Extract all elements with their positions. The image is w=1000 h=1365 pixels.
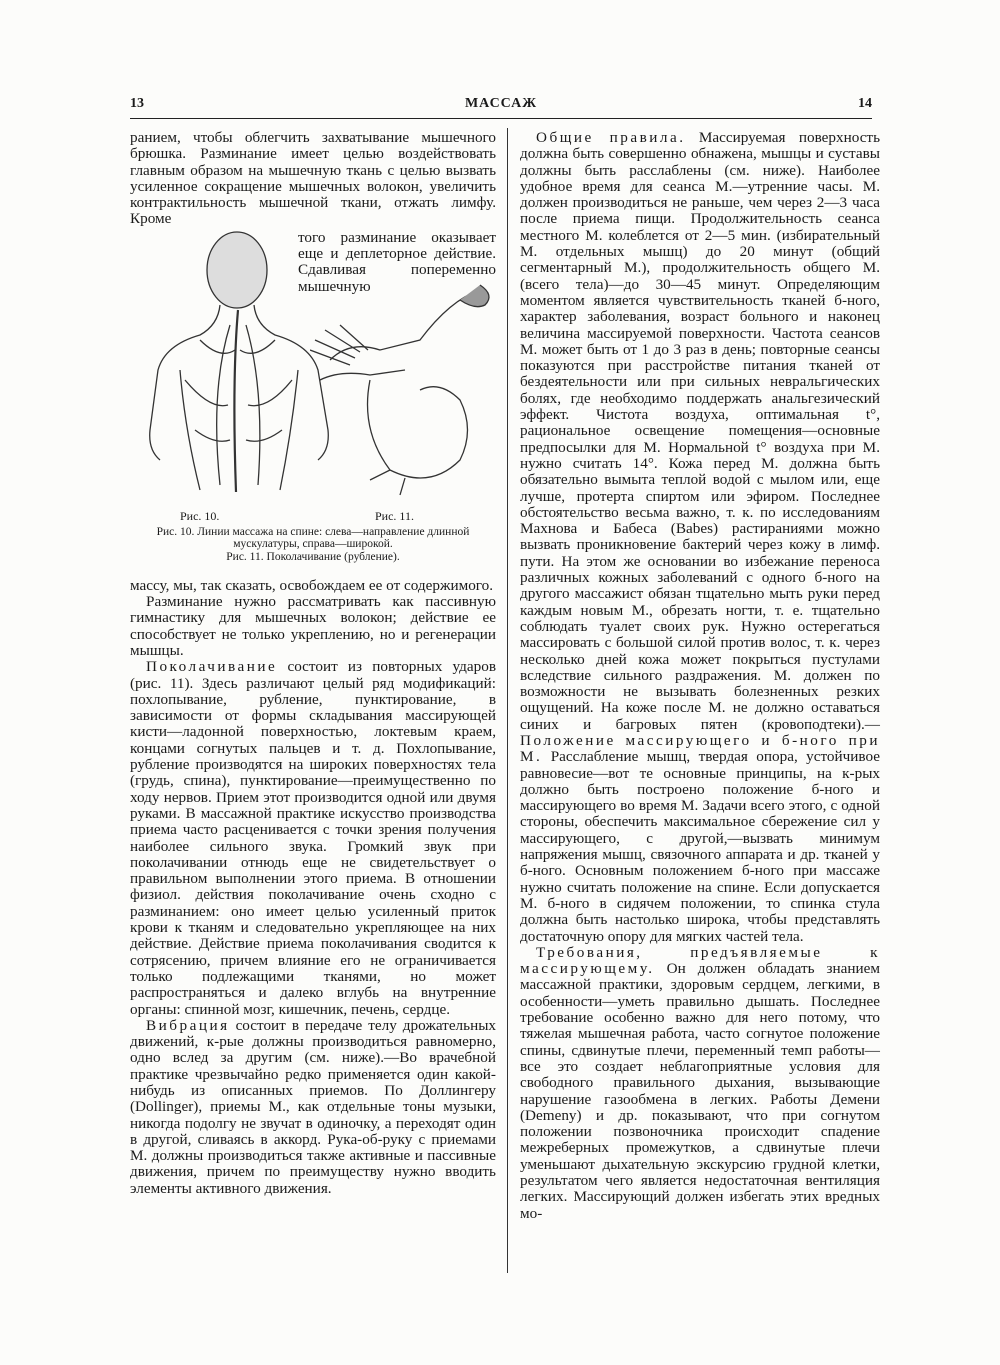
general-rules-text: Массируемая поверхность должна быть совершенно обнажена, мышцы и суставы должны быть расслаблены (см. ниже). Наиболее удобное время для сеанса М.—утренние часы. М. должен производиться не раньше, чем через 2—3 часа после приема пищи. Продолжительность сеанса местного М. колеблется от 2—5 мин. (избирательный М. отдельных мышц) до 20 минут (общий сегментарный М.), продолжительность общего М. (всего тела)—до 30—45 минут. Определяющим моментом является чувствительность тканей б-ного, характер заболевания, возраст больного и наконец величина массируемой поверхности. Частота сеансов М. может быть от 1 до 3 раз в день; повторные сеансы показуются при расстройстве питания тканей от бездеятельности или при сильных невральгических болях, где необходимо поддержать анальгезический эффект. Чистота воздуха, оптимальная t°, рациональное освещение помещения—основные предпосылки для М. Нормальной t° воздуха при М. нужно считать 14°. Кожа перед М. должна быть обязательно вымыта теплой водой с мылом или, еще лучше, протерта спиртом или эфиром. Последнее обстоятельство весьма важно, т. к. по исследованиям Махнова и Бабеса (Babes) растираниями можно вызвать проникновение бактерий через кожу в лимф. пути. На этом же основании во избежание переноса различных кожных заболеваний с одного б-ного на другого массажист обязан тщательно мыть руки перед каждым новым М., обрезать ногти, т. е. тщательно соблюдать туалет своих рук. Нужно остерегаться массировать с большой силой против волос, т. к. через несколько дней кожа может покрыться пустулами вследствие сильного раздражения. М. должен по возможности не вызывать болезненных резких ощущений. На коже после М. не должно оставаться синих и багровых пятен (кровоподтеки).— xyxy=(520,129,880,733)
page-header xyxy=(130,96,872,116)
left-column xyxy=(130,130,496,1197)
caption-fig10: Рис. 10. Линии массажа на спине: слева—направление длинной мускулатуры, справа—широкой. xyxy=(156,525,470,551)
header-rule xyxy=(130,118,872,119)
requirements-text: Он должен обладать знанием массажной практики, здоровым сердцем, легкими, в особенности—уметь правильно дышать. Последнее требование особенно важно для него потому, что тяжелая мышечная работа, часто согнутое положение спины, сдвинутые плечи, переменный темп работы—все это создает неблагоприятные условия для свободного правильного дыхания, вызывающие нарушение газообмена в легких. Работы Демени (Demeny) и др. показывают, что при согнутом положении позвоночника происходит спадение межреберных промежутков, а сдвинутые плечи уменьшают дыхательную экскурсию грудной клетки, результатом чего является недостаточная вентиляция легких. Массирующий должен избегать этих вредных мо- xyxy=(520,960,880,1222)
figure-side-text: того разминание оказывает еще и деплеторное действие. Сдавливая попеременно мышечную xyxy=(298,228,496,295)
left-paragraph-1: ранием, чтобы облегчить захватывание мышечного брюшка. Разминание имеет целью воздействовать главным образом на мышечную ткань с целью вызвать усиленное сокращение мышечных волокон, увеличить контрактильность мышечной ткани, отжать лимфу. Кроме xyxy=(130,129,496,228)
column-divider xyxy=(507,128,508,1273)
term-requirements: Требования, предъявляемые к массирующему. xyxy=(520,943,880,978)
figure-block xyxy=(130,230,496,578)
right-paragraph-1 xyxy=(520,130,880,945)
running-title: МАССАЖ xyxy=(464,96,538,111)
hand-percussion-illustration xyxy=(310,280,500,500)
position-text: Расслабление мышц, твердая опора, устойчивое равновесие—вот те основные принципы, на к-рых должно быть построено положение б-ного и массирующего во время М. Задачи всего этого, с одной стороны, обеспечить максимальное сбережение сил у массирующего, с другой,—вызвать минимум напряжения мышц, связочного аппарата и др. тканей у б-ного. Основным положением б-ного при массаже нужно считать положение на спине. Если допускается М. б-ного в сидячем положении, то спинка стула должна быть настолько широка, чтобы представлять достаточную опору для мягких частей тела. xyxy=(520,748,880,945)
term-percussion: Поколачивание xyxy=(146,658,278,676)
term-position: Положение массирующего и б-ного при М. xyxy=(520,731,880,766)
left-paragraph-3 xyxy=(130,659,496,1018)
left-paragraph-2: Разминание нужно рассматривать как пассивную гимнастику для мышечных волокон; действие ее способствует не только укреплению, но и регенерации мышцы. xyxy=(130,593,496,659)
term-vibration: Вибрация xyxy=(146,1016,230,1034)
right-column xyxy=(520,130,880,1222)
percussion-text: состоит из повторных ударов (рис. 11). Здесь различают целый ряд модификаций: похлопывание, рубление, пунктирование, в зависимости от формы складывания массирующей кисти—ладонной поверхностью, локтевым краем, концами согнутых пальцев и т. д. Похлопывание, рубление производятся на широких поверхностях тела (грудь, спина), пунктирование—преимущественно по ходу нервов. Прием этот производится одной или двумя руками. В массажной практике искусство производства приема часто расценивается с точки зрения получения наиболее сильного звука. Громкий звук при поколачивании отнюдь еще не свидетельствует о правильном выполнении этого приема. В отношении физиол. действия поколачивание очень сходно с разминанием: оно имеет целью усиленный приток крови к тканям и следовательно укрепляющее на них действие. Действие приема поколачивания сводится к сотрясению, причем влияние его не ограничивается только подлежащими тканями, но может распространяться и далеко вглубь на внутренние органы: спинной мозг, кишечник, печень, сердце. xyxy=(130,658,496,1018)
fig11-label: Рис. 11. xyxy=(375,508,414,523)
caption-fig11: Рис. 11. Поколачивание (рубление). xyxy=(226,550,400,563)
right-page-number: 14 xyxy=(858,96,872,111)
vibration-text: состоит в передаче телу дрожательных движений, к-рые должны производиться равномерно, одно вслед за другим (см. ниже).—Во врачебной практике чрезвычайно редко применяется один какой-нибудь из описанных приемов. По Доллингеру (Dollinger), приемы М., как отдельные тоны музыки, никогда подолгу не звучат в одиночку, а переходят один в другой, сливаясь в аккорд. Рука-об-руку с приемами М. должны производиться также активные и пассивные движения, причем по преимуществу нужно вводить элементы активного движения. xyxy=(130,1016,496,1197)
left-page-number: 13 xyxy=(130,96,144,111)
term-general-rules: Общие правила. xyxy=(536,129,686,146)
left-paragraph-4 xyxy=(130,1018,496,1197)
right-paragraph-2 xyxy=(520,945,880,1222)
fig10-label: Рис. 10. xyxy=(180,508,220,523)
left-paragraph-1-end: массу, мы, так сказать, освобождаем ее от содержимого. xyxy=(130,576,494,594)
figure-caption xyxy=(140,526,486,564)
